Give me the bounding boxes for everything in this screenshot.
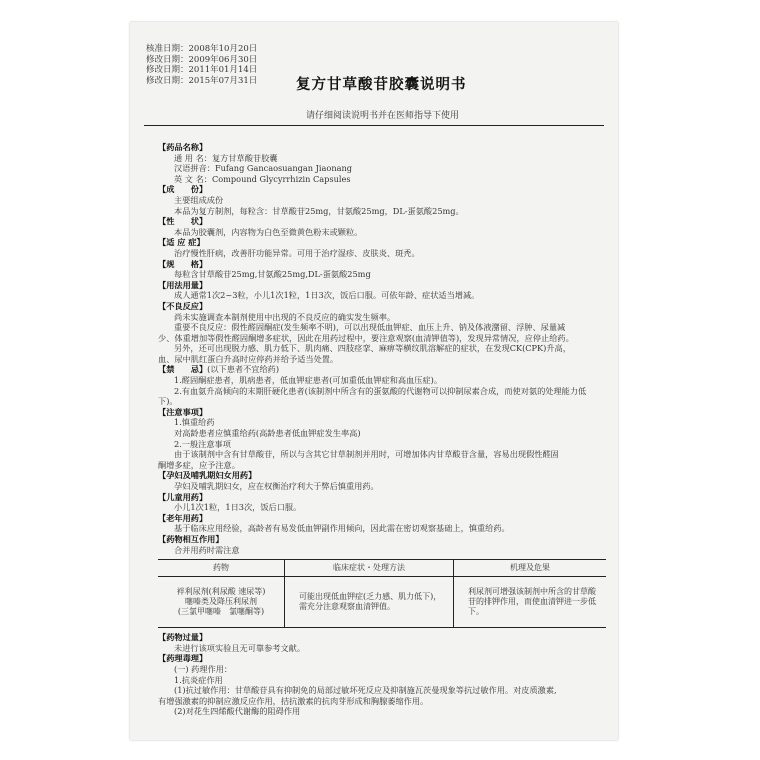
section-heading: 【老年用药】 xyxy=(158,512,208,523)
text-line: 本品为胶囊剂，内容物为白色至微黄色粉末或颗粒。 xyxy=(174,226,363,237)
text-line: 孕妇及哺乳期妇女，应在权衡治疗利大于弊后慎重用药。 xyxy=(174,481,379,491)
text-line: (一) 药理作用： xyxy=(174,663,233,674)
generic-name: 通 用 名：复方甘草酸苷胶囊 xyxy=(174,152,278,163)
document-title: 复方甘草酸苷胶囊说明书 xyxy=(296,76,467,93)
section-heading: 【规 格】 xyxy=(158,258,208,269)
text-line: 1.抗炎症作用 xyxy=(174,674,223,685)
text-line: 治疗慢性肝病，改善肝功能异常。可用于治疗湿疹、皮肤炎、斑秃。 xyxy=(174,247,420,258)
section-heading: 【儿童用药】 xyxy=(158,491,208,502)
section-heading: 【成 份】 xyxy=(158,184,208,195)
revision-date: 修改日期：2015年07月31日 xyxy=(146,75,258,86)
table-header-row xyxy=(158,560,606,577)
text-line: 有增强激素的抑制应激反应作用，拮抗激素的抗肉芽形成和胸腺萎缩作用。 xyxy=(158,695,429,706)
text-line: 未进行该项实验且无可靠参考文献。 xyxy=(174,642,306,653)
text-line: 下)。 xyxy=(158,396,178,407)
text-line: 对高龄患者应慎重给药(高龄患者低血钾症发生率高) xyxy=(174,428,361,439)
section-heading: 【用法用量】 xyxy=(158,279,208,290)
section-heading: 【注意事项】 xyxy=(158,406,208,417)
text-line: 另外，还可出现脱力感、肌力低下、肌肉痛、四肢痉挛、麻痹等横纹肌溶解症的症状，在发现CK(CPK)升高， xyxy=(174,343,571,354)
table-cell: 利尿剂可增强该制剂中所含的甘草酸苷的排钾作用，而使血清钾进一步低下。 xyxy=(454,577,607,628)
text-line: 成人通常1次2~3粒，小儿1次1粒，1日3次，饭后口服。可依年龄、症状适当增减。 xyxy=(174,290,480,301)
text-line: 血、尿中肌红蛋白升高时应停药并给予适当处置。 xyxy=(158,353,339,364)
text-line: 合并用药时需注意 xyxy=(174,544,240,555)
text-line: 尚未实施调查本制剂使用中出现的不良反应的确实发生频率。 xyxy=(174,311,396,322)
text-line: 小儿1次1粒，1日3次，饭后口服。 xyxy=(174,502,302,513)
table-cell: 可能出现低血钾症(乏力感、肌力低下)，需充分注意观察血清钾值。 xyxy=(285,577,454,628)
instruction-leaflet xyxy=(130,22,618,740)
text-line: 每粒含甘草酸苷25mg,甘氨酸25mg,DL-蛋氨酸25mg xyxy=(174,269,371,280)
text-line: 重要不良反应：假性醛固酮症(发生频率不明)，可以出现低血钾症、血压上升、钠及体液潴留、浮肿、尿量减 xyxy=(174,322,566,333)
section-heading: 【药物相互作用】 xyxy=(158,533,224,544)
text-line: 1.醛固酮症患者，肌病患者，低血钾症患者(可加重低血钾症和高血压症)。 xyxy=(174,375,443,386)
text-line: 酮增多症，应予注意。 xyxy=(158,459,240,470)
text-line: 少、体重增加等假性醛固酮增多症状，因此在用药过程中，要注意观察(血清钾值等)，发现异常情况，应停止给药。 xyxy=(158,332,574,343)
text-line: 2.有血氨升高倾向的末期肝硬化患者(该制剂中所含有的蛋氨酸的代谢物可以抑制尿素合成，而使对氨的处理能力低 xyxy=(174,385,587,396)
document-subtitle: 请仔细阅读说明书并在医师指导下使用 xyxy=(306,111,460,121)
section-heading: 【禁 忌】 xyxy=(158,364,208,375)
table-header: 机理及危果 xyxy=(454,560,607,577)
text-line: (1)抗过敏作用：甘草酸苷具有抑制免的局部过敏坏死反应及抑制施瓦茨曼现象等抗过敏作用。对皮质激素, xyxy=(174,685,557,696)
heading-note: (以下患者不宜给药) xyxy=(207,364,280,375)
table-header: 药物 xyxy=(158,560,285,577)
pinyin-name: 汉语拼音：Fufang Gancaosuangan Jiaonang xyxy=(174,163,353,174)
revision-dates xyxy=(146,44,257,86)
text-line: 基于临床应用经验，高龄者有易发低血钾副作用倾向，因此需在密切观察基础上，慎重给药。 xyxy=(174,523,510,534)
text-line: 1.慎重给药 xyxy=(174,417,215,428)
english-name: 英 文 名：Compound Glycyrrhizin Capsules xyxy=(174,173,351,184)
table-header: 临床症状・处理方法 xyxy=(285,560,454,577)
section-heading: 【药物过量】 xyxy=(158,632,208,643)
text-line: 本品为复方制剂，每粒含：甘草酸苷25mg，甘氨酸25mg，DL-蛋氨酸25mg。 xyxy=(174,205,464,216)
text-line: 2.一般注意事项 xyxy=(174,438,231,449)
text-line: 主要组成成份 xyxy=(174,194,224,205)
section-heading: 【药理毒理】 xyxy=(158,653,208,664)
header-divider xyxy=(144,125,604,126)
revision-date: 修改日期：2011年01月14日 xyxy=(146,65,258,75)
table-row xyxy=(158,577,606,628)
leaflet-body xyxy=(158,142,610,717)
text-line: 由于该制剂中含有甘草酸苷，所以与含其它甘草制剂并用时，可增加体内甘草酸苷含量，容易出现假性醛固 xyxy=(174,449,559,460)
section-heading: 【不良反应】 xyxy=(158,300,208,311)
revision-date: 修改日期：2009年06月30日 xyxy=(146,54,258,65)
interaction-table xyxy=(158,559,606,628)
section-heading: 【药品名称】 xyxy=(158,142,208,152)
table-cell: 袢利尿剂(利尿酸 速尿等) 噻嗪类及降压利尿剂 (三氯甲噻嗪 氯噻酮等) xyxy=(158,577,285,628)
text-line: (2)对花生四烯酸代谢酶的阻碍作用 xyxy=(174,706,301,717)
section-heading: 【孕妇及哺乳期妇女用药】 xyxy=(158,470,257,481)
approval-date: 核准日期：2008年10月20日 xyxy=(146,44,258,54)
section-heading: 【性 状】 xyxy=(158,216,208,227)
section-heading: 【适 应 症】 xyxy=(158,237,205,248)
